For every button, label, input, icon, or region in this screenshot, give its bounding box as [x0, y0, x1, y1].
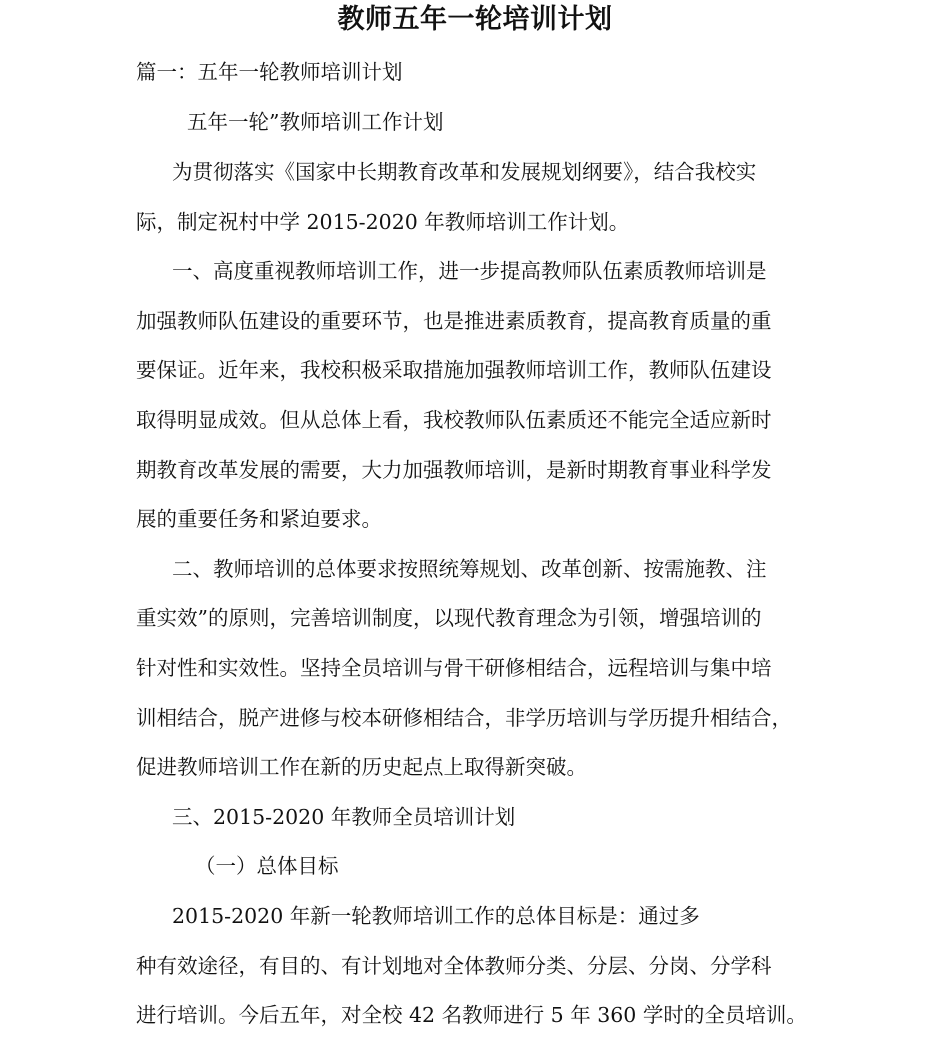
paragraph-line: 际，制定祝村中学 2015-2020 年教师培训工作计划。: [136, 210, 630, 234]
paragraph-line: 为贯彻落实《国家中长期教育改革和发展规划纲要》，结合我校实: [172, 160, 757, 184]
paragraph-line: 训相结合，脱产进修与校本研修相结合，非学历培训与学历提升相结合，: [136, 706, 792, 730]
paragraph-line: 取得明显成效。但从总体上看，我校教师队伍素质还不能完全适应新时: [136, 408, 772, 432]
paragraph-line: 要保证。近年来，我校积极采取措施加强教师培训工作，教师队伍建设: [136, 358, 772, 382]
paragraph-line: 展的重要任务和紧迫要求。: [136, 507, 382, 531]
section-heading: 三、2015-2020 年教师全员培训计划: [172, 805, 516, 829]
document-title: 教师五年一轮培训计划: [337, 4, 613, 35]
paragraph-line: 加强教师队伍建设的重要环节，也是推进素质教育，提高教育质量的重: [136, 309, 772, 333]
paragraph-line: 种有效途径，有目的、有计划地对全体教师分类、分层、分岗、分学科: [136, 954, 772, 978]
paragraph-line: 2015-2020 年新一轮教师培训工作的总体目标是：通过多: [172, 904, 700, 928]
paragraph-line: 促进教师培训工作在新的历史起点上取得新突破。: [136, 755, 587, 779]
subtitle-line: 五年一轮”教师培训工作计划: [187, 110, 444, 134]
section-heading: 篇一：五年一轮教师培训计划: [136, 60, 403, 84]
paragraph-line: 重实效”的原则，完善培训制度，以现代教育理念为引领，增强培训的: [136, 606, 762, 630]
subsection-heading: （一）总体目标: [195, 854, 339, 878]
paragraph-line: 一、高度重视教师培训工作，进一步提高教师队伍素质教师培训是: [172, 259, 767, 283]
paragraph-line: 针对性和实效性。坚持全员培训与骨干研修相结合，远程培训与集中培: [136, 656, 772, 680]
paragraph-line: 二、教师培训的总体要求按照统筹规划、改革创新、按需施教、注: [172, 557, 767, 581]
paragraph-line: 期教育改革发展的需要，大力加强教师培训，是新时期教育事业科学发: [136, 458, 772, 482]
paragraph-line: 进行培训。今后五年，对全校 42 名教师进行 5 年 360 学时的全员培训。: [136, 1003, 807, 1027]
